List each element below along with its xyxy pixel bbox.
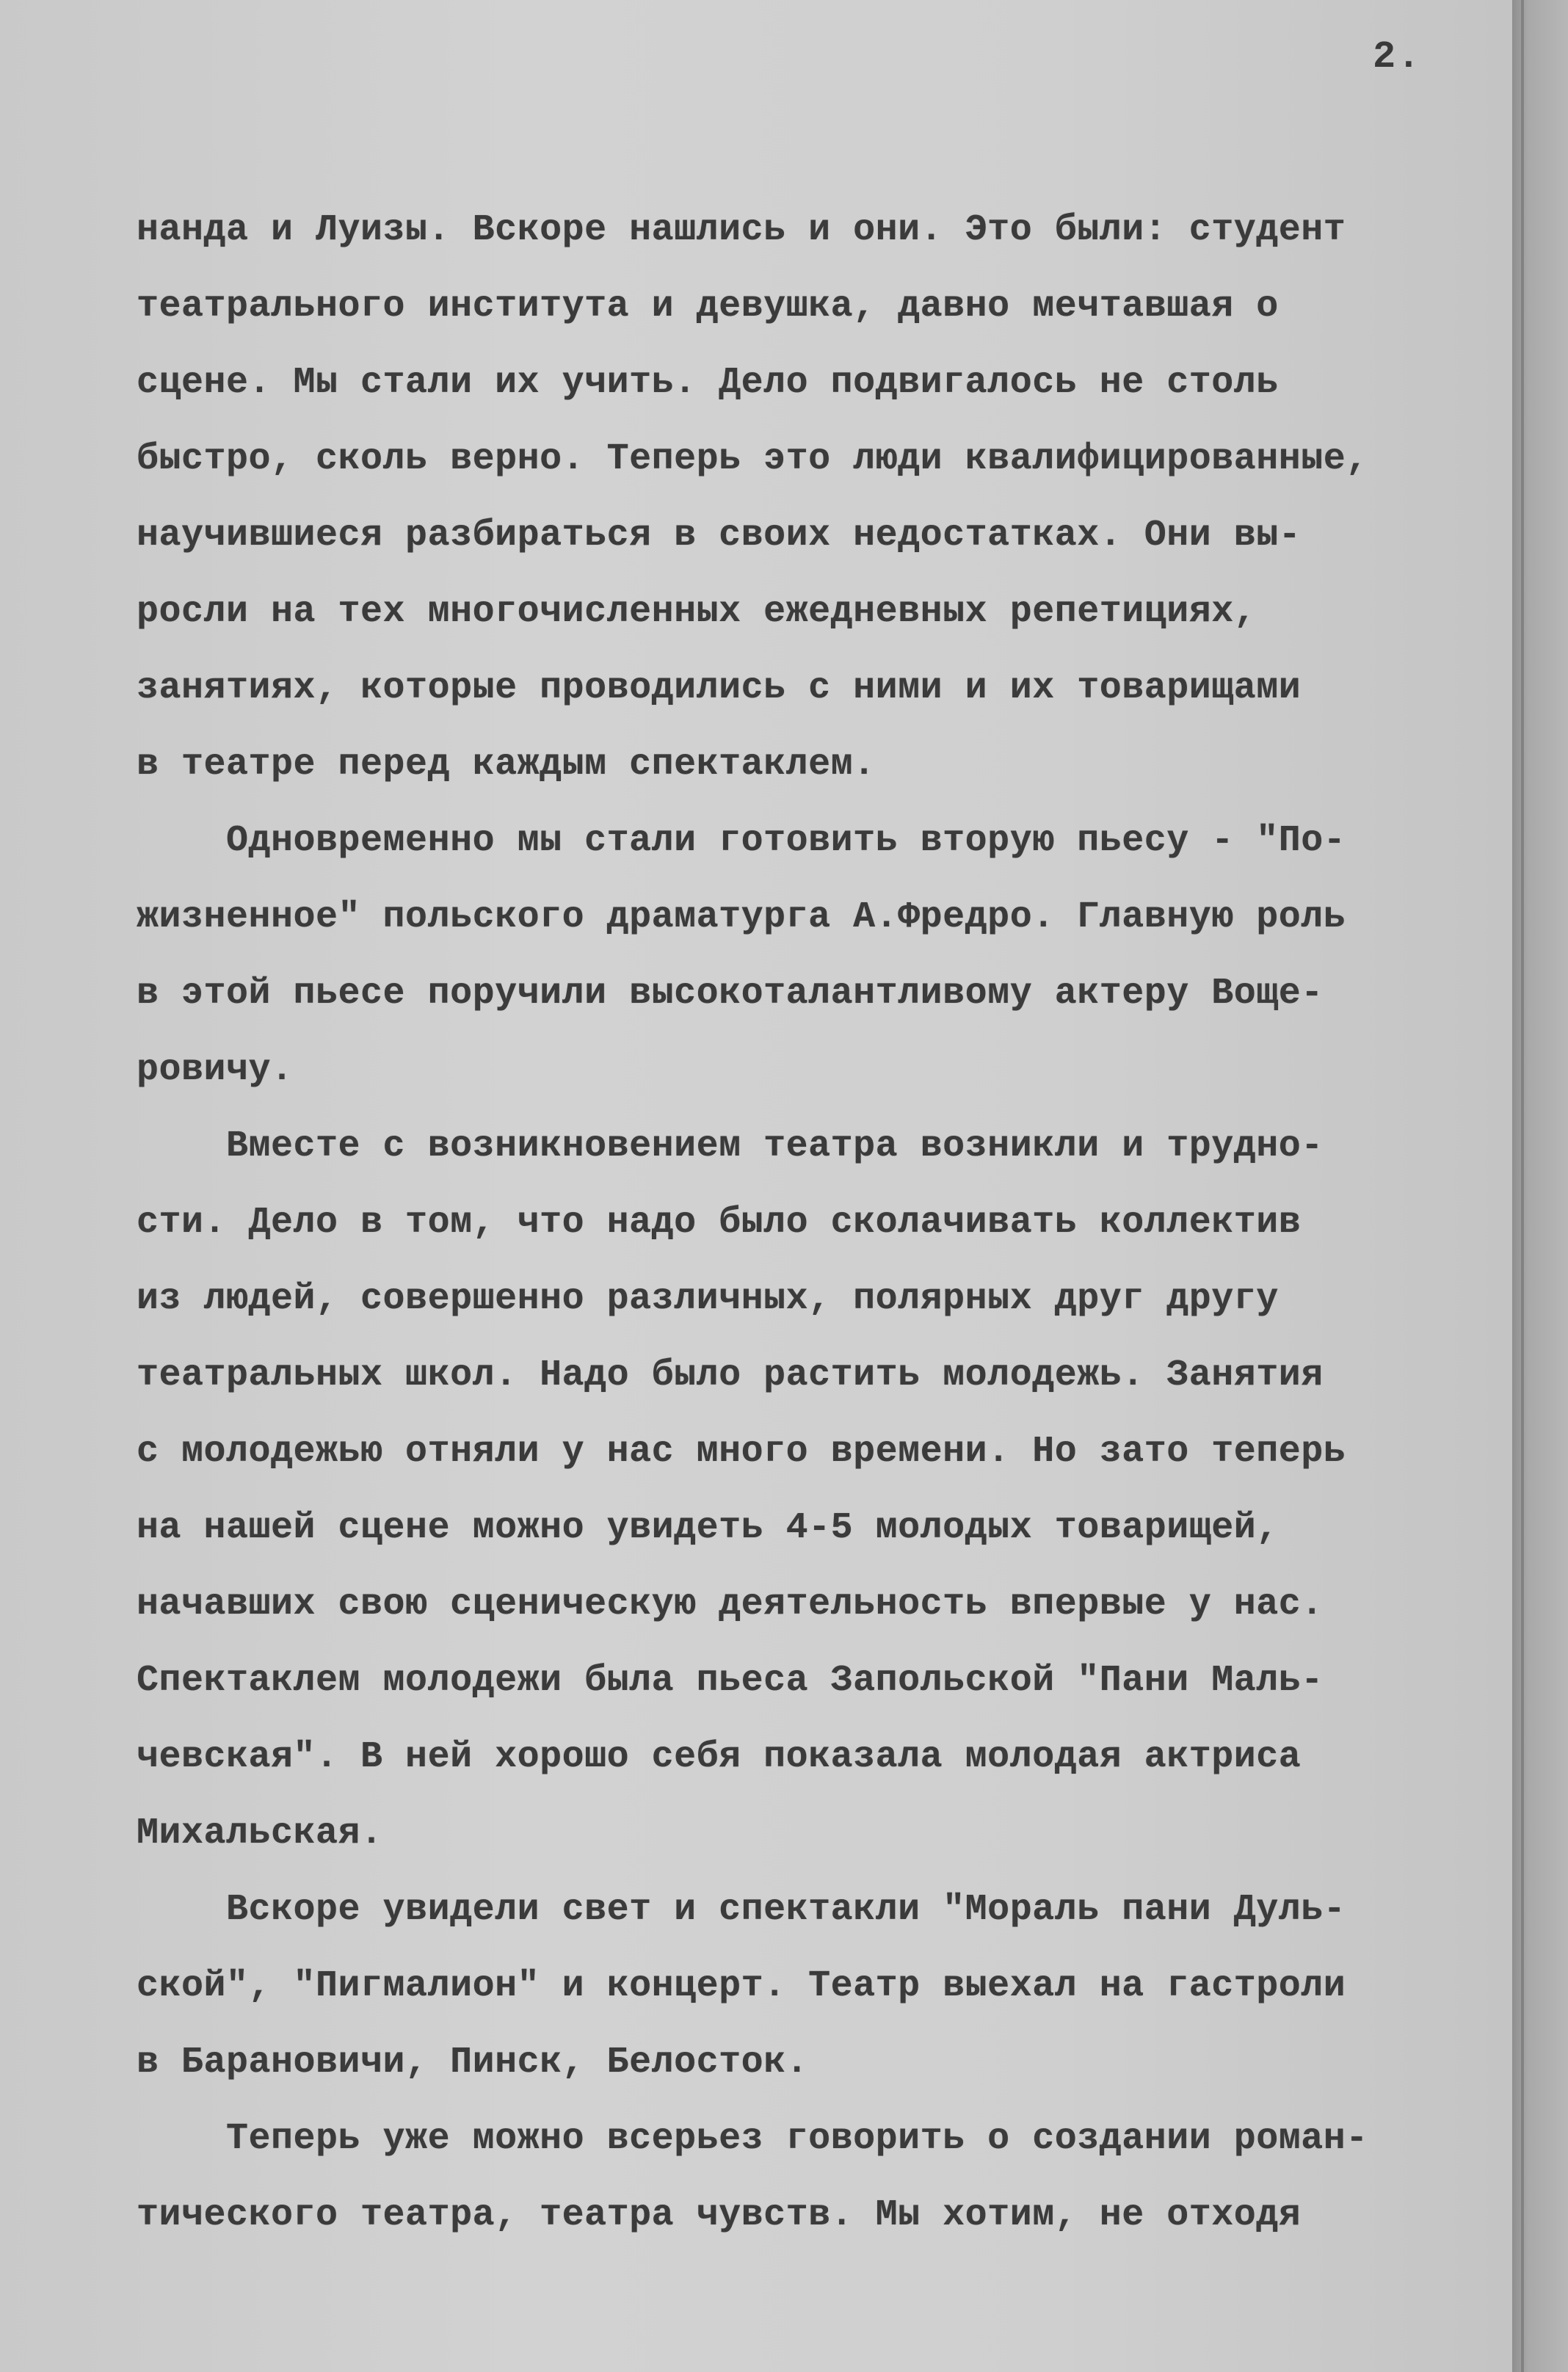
text-line: Вместе с возникновением театра возникли и трудно- xyxy=(137,1125,1324,1167)
text-line: занятиях, которые проводились с ними и их товарищами xyxy=(137,667,1302,709)
text-line: с молодежью отняли у нас много времени. Но зато теперь xyxy=(137,1431,1346,1473)
page-number: 2. xyxy=(1373,35,1422,79)
text-line: научившиеся разбираться в своих недостатках. Они вы- xyxy=(137,515,1302,556)
text-line: нанда и Луизы. Вскоре нашлись и они. Это были: студент xyxy=(137,209,1346,251)
text-line: сцене. Мы стали их учить. Дело подвигалось не столь xyxy=(137,362,1279,404)
text-line: в Барановичи, Пинск, Белосток. xyxy=(137,2042,809,2083)
text-line: начавших свою сценическую деятельность впервые у нас. xyxy=(137,1584,1324,1625)
text-line: Михальская. xyxy=(137,1813,383,1854)
text-line: на нашей сцене можно увидеть 4-5 молодых товарищей, xyxy=(137,1507,1279,1549)
typed-text-body xyxy=(137,192,1517,2254)
text-line: сти. Дело в том, что надо было сколачивать коллектив xyxy=(137,1202,1302,1244)
text-line: в этой пьесе поручили высокоталантливому актеру Воще- xyxy=(137,973,1324,1015)
text-line: жизненное" польского драматурга А.Фредро. Главную роль xyxy=(137,896,1346,938)
text-line: росли на тех многочисленных ежедневных репетициях, xyxy=(137,591,1257,633)
text-line: Одновременно мы стали готовить вторую пьесу - "По- xyxy=(137,820,1346,862)
text-line: театрального института и девушка, давно мечтавшая о xyxy=(137,286,1279,327)
text-line: из людей, совершенно различных, полярных друг другу xyxy=(137,1278,1279,1320)
text-line: театральных школ. Надо было растить молодежь. Занятия xyxy=(137,1354,1324,1396)
text-line: Спектаклем молодежи была пьеса Запольской "Пани Маль- xyxy=(137,1660,1324,1702)
text-line: тического театра, театра чувств. Мы хотим, не отходя xyxy=(137,2194,1302,2236)
page-edge-line xyxy=(1521,0,1524,2372)
text-line: Вскоре увидели свет и спектакли "Мораль пани Дуль- xyxy=(137,1889,1346,1931)
text-line: ровичу. xyxy=(137,1049,294,1091)
text-line: ской", "Пигмалион" и концерт. Театр выехал на гастроли xyxy=(137,1965,1346,2007)
text-line: Теперь уже можно всерьез говорить о создании роман- xyxy=(137,2118,1368,2160)
text-line: в театре перед каждым спектаклем. xyxy=(137,744,876,786)
text-line: чевская". В ней хорошо себя показала молодая актриса xyxy=(137,1736,1302,1778)
text-line: быстро, сколь верно. Теперь это люди квалифицированные, xyxy=(137,438,1368,480)
